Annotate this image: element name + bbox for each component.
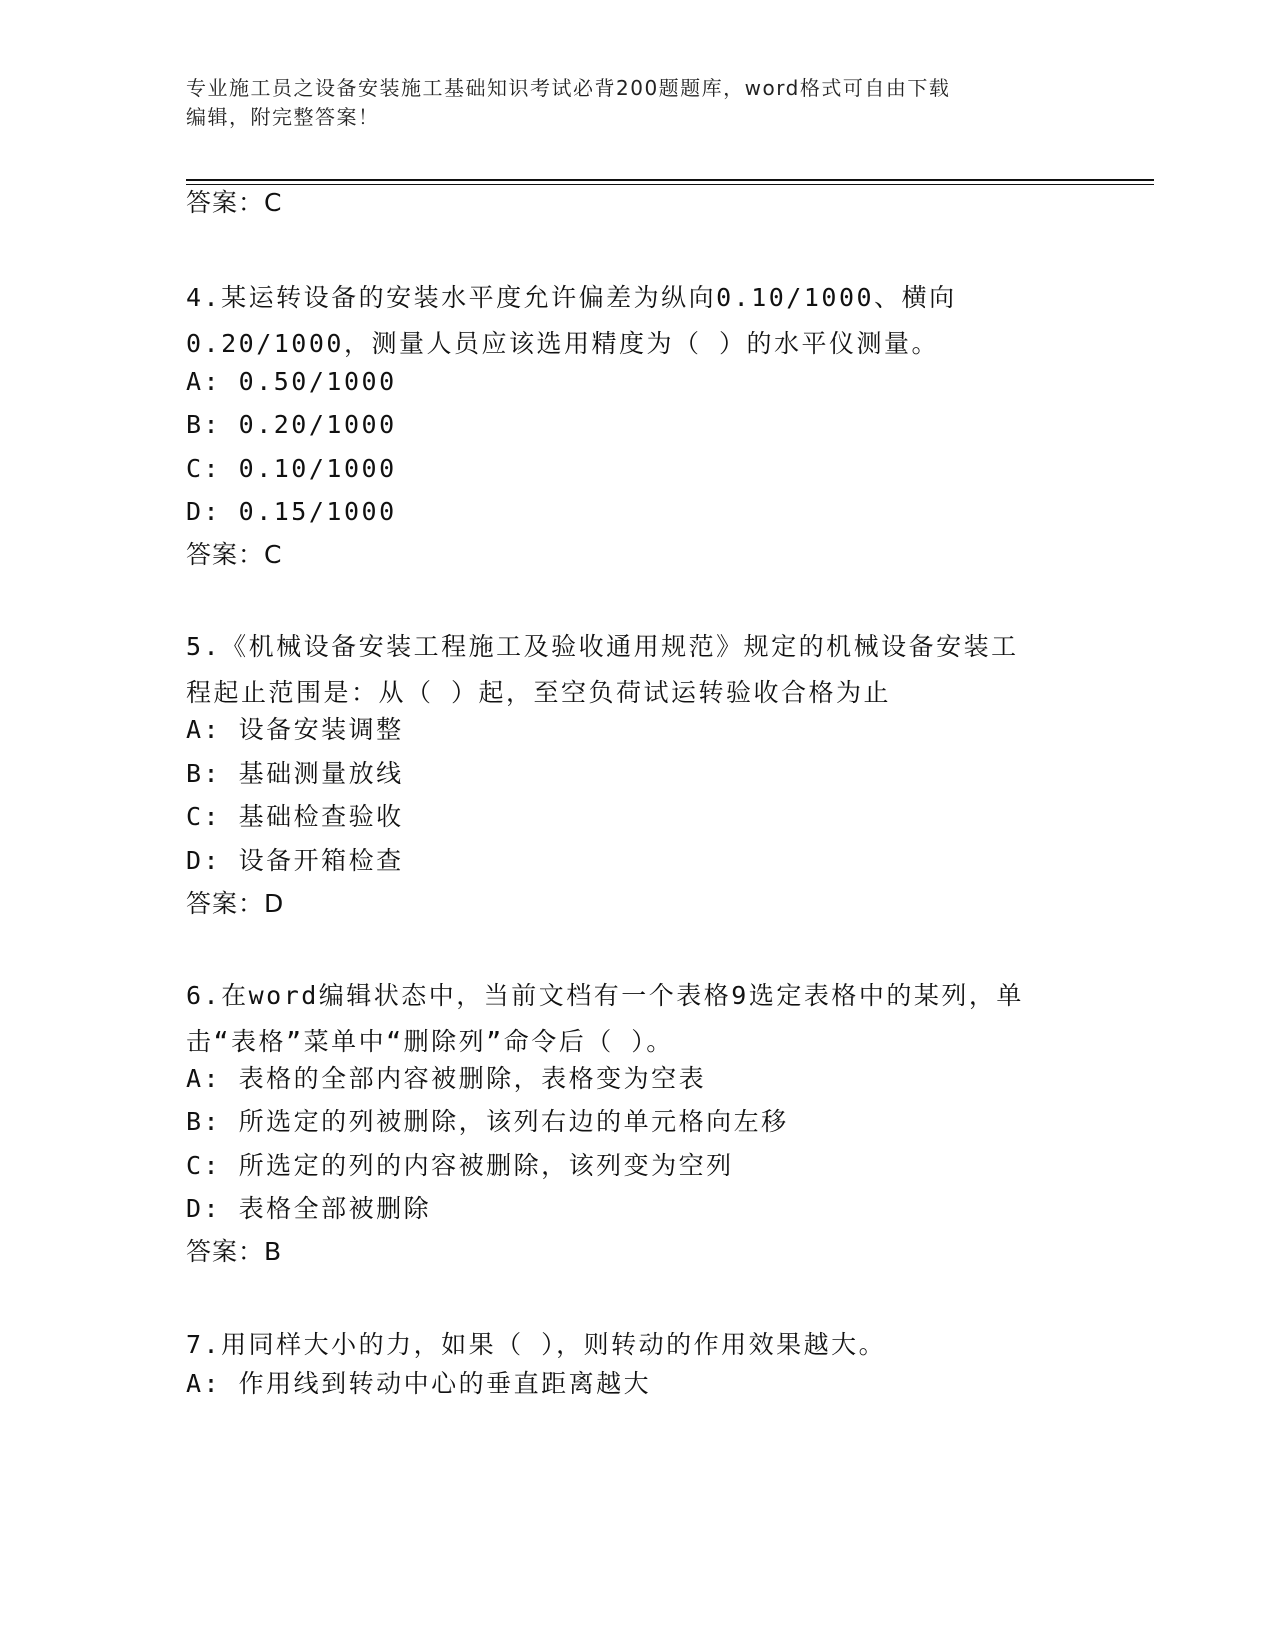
- answer-q5: 答案：D: [186, 889, 285, 918]
- header-divider-thick: [186, 179, 1154, 181]
- question-5-line-2: 程起止范围是：从（ ）起，至空负荷试运转验收合格为止: [186, 677, 892, 707]
- header-line-1: 专业施工员之设备安装施工基础知识考试必背200题题库，word格式可自由下载: [186, 76, 951, 100]
- question-4-option-a: A: 0.50/1000: [186, 367, 397, 396]
- question-4: [186, 275, 1106, 366]
- document-header: [186, 74, 1086, 132]
- header-divider-thin: [186, 184, 1154, 185]
- question-6-option-b: B: 所选定的列被删除，该列右边的单元格向左移: [186, 1107, 789, 1136]
- question-6: [186, 973, 1106, 1064]
- answer-q3: 答案：C: [186, 188, 283, 217]
- question-4-option-b: B: 0.20/1000: [186, 410, 397, 439]
- question-5-line-1: 5.《机械设备安装工程施工及验收通用规范》规定的机械设备安装工: [186, 632, 1019, 661]
- question-6-option-c: C: 所选定的列的内容被删除，该列变为空列: [186, 1151, 734, 1180]
- question-4-option-c: C: 0.10/1000: [186, 454, 397, 483]
- question-7-option-a: A: 作用线到转动中心的垂直距离越大: [186, 1369, 652, 1398]
- answer-q4: 答案：C: [186, 540, 283, 569]
- question-5-option-c: C: 基础检查验收: [186, 802, 404, 831]
- question-6-option-d: D: 表格全部被删除: [186, 1194, 432, 1223]
- question-4-line-2: 0.20/1000，测量人员应该选用精度为（ ）的水平仪测量。: [186, 328, 940, 358]
- question-5: [186, 624, 1106, 715]
- answer-q6: 答案：B: [186, 1237, 283, 1266]
- question-5-option-b: B: 基础测量放线: [186, 759, 404, 788]
- question-7-line-1: 7.用同样大小的力，如果（ ），则转动的作用效果越大。: [186, 1330, 887, 1359]
- question-6-line-1: 6.在word编辑状态中，当前文档有一个表格9选定表格中的某列，单: [186, 981, 1024, 1010]
- question-6-option-a: A: 表格的全部内容被删除，表格变为空表: [186, 1064, 707, 1093]
- question-5-option-a: A: 设备安装调整: [186, 715, 404, 744]
- header-line-2: 编辑，附完整答案！: [186, 105, 380, 129]
- question-5-option-d: D: 设备开箱检查: [186, 846, 404, 875]
- question-7: [186, 1322, 1106, 1368]
- question-6-line-2: 击“表格”菜单中“删除列”命令后（ ）。: [186, 1026, 674, 1056]
- question-4-option-d: D: 0.15/1000: [186, 497, 397, 526]
- question-4-line-1: 4.某运转设备的安装水平度允许偏差为纵向0.10/1000、横向: [186, 283, 957, 312]
